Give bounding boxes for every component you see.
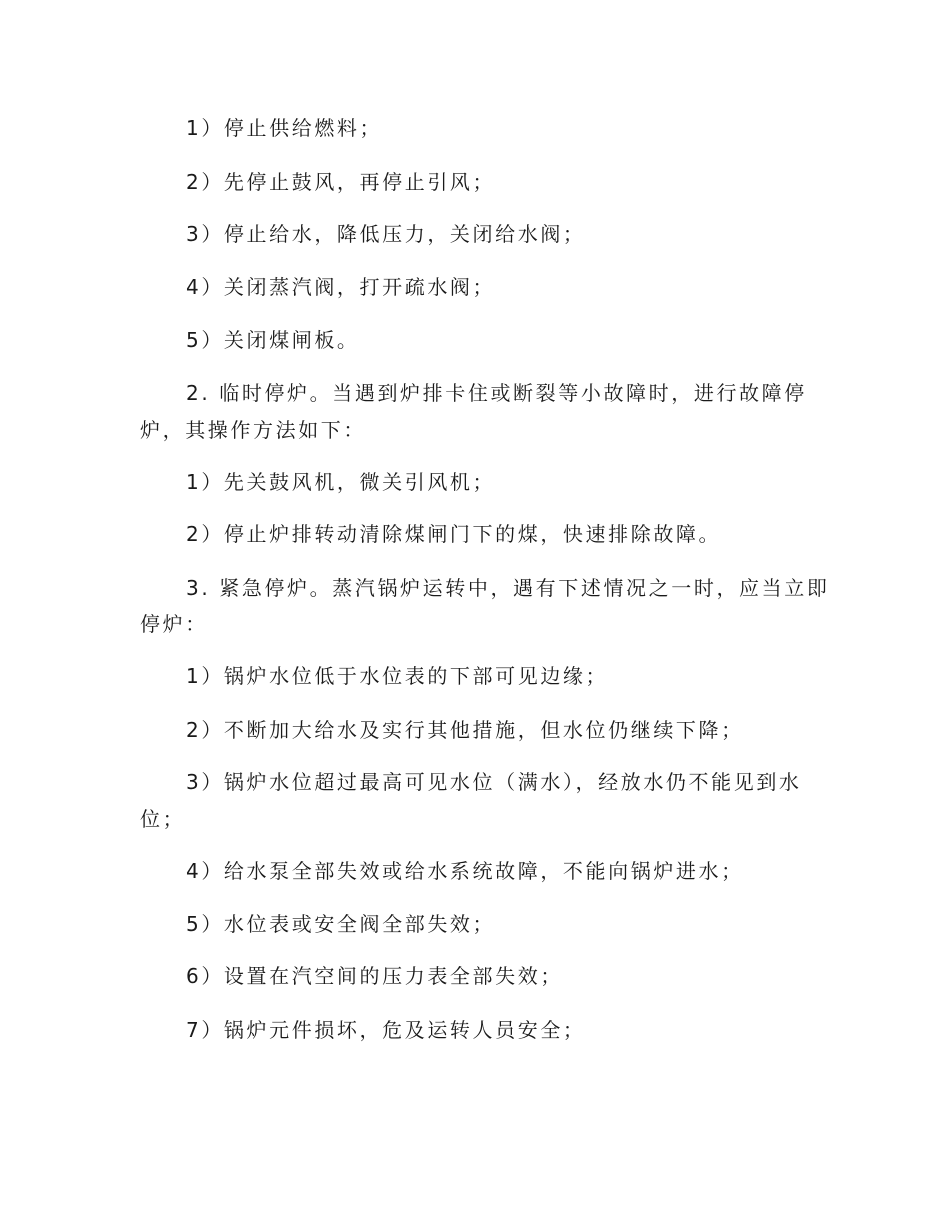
emergency-step-6: 6）设置在汽空间的压力表全部失效； (186, 964, 563, 988)
emergency-step-1: 1）锅炉水位低于水位表的下部可见边缘； (186, 664, 609, 688)
temp-step-1: 1）先关鼓风机，微关引风机； (186, 470, 496, 494)
emergency-step-3: 3）锅炉水位超过最高可见水位（满水），经放水仍不能见到水 (186, 770, 802, 794)
emergency-step-7: 7）锅炉元件损坏，危及运转人员安全； (186, 1018, 586, 1042)
emergency-step-2: 2）不断加大给水及实行其他措施，但水位仍继续下降； (186, 718, 744, 742)
section-2-temporary-shutdown: 2. 临时停炉。当遇到炉排卡住或断裂等小故障时，进行故障停 (186, 381, 807, 405)
step-1-stop-fuel: 1）停止供给燃料； (186, 116, 383, 140)
section-3-emergency-shutdown: 3. 紧急停炉。蒸汽锅炉运转中，遇有下述情况之一时，应当立即 (186, 576, 830, 600)
section-3-continuation: 停炉： (140, 612, 208, 636)
emergency-step-3-continuation: 位； (140, 807, 186, 831)
emergency-step-5: 5）水位表或安全阀全部失效； (186, 912, 496, 936)
step-3-stop-water: 3）停止给水，降低压力，关闭给水阀； (186, 222, 586, 246)
temp-step-2: 2）停止炉排转动清除煤闸门下的煤，快速排除故障。 (186, 522, 722, 546)
step-5-close-coal-gate: 5）关闭煤闸板。 (186, 328, 360, 352)
section-2-continuation: 炉，其操作方法如下： (140, 418, 366, 442)
step-4-close-steam-valve: 4）关闭蒸汽阀，打开疏水阀； (186, 275, 496, 299)
step-2-stop-blower: 2）先停止鼓风，再停止引风； (186, 170, 496, 194)
emergency-step-4: 4）给水泵全部失效或给水系统故障，不能向锅炉进水； (186, 859, 744, 883)
